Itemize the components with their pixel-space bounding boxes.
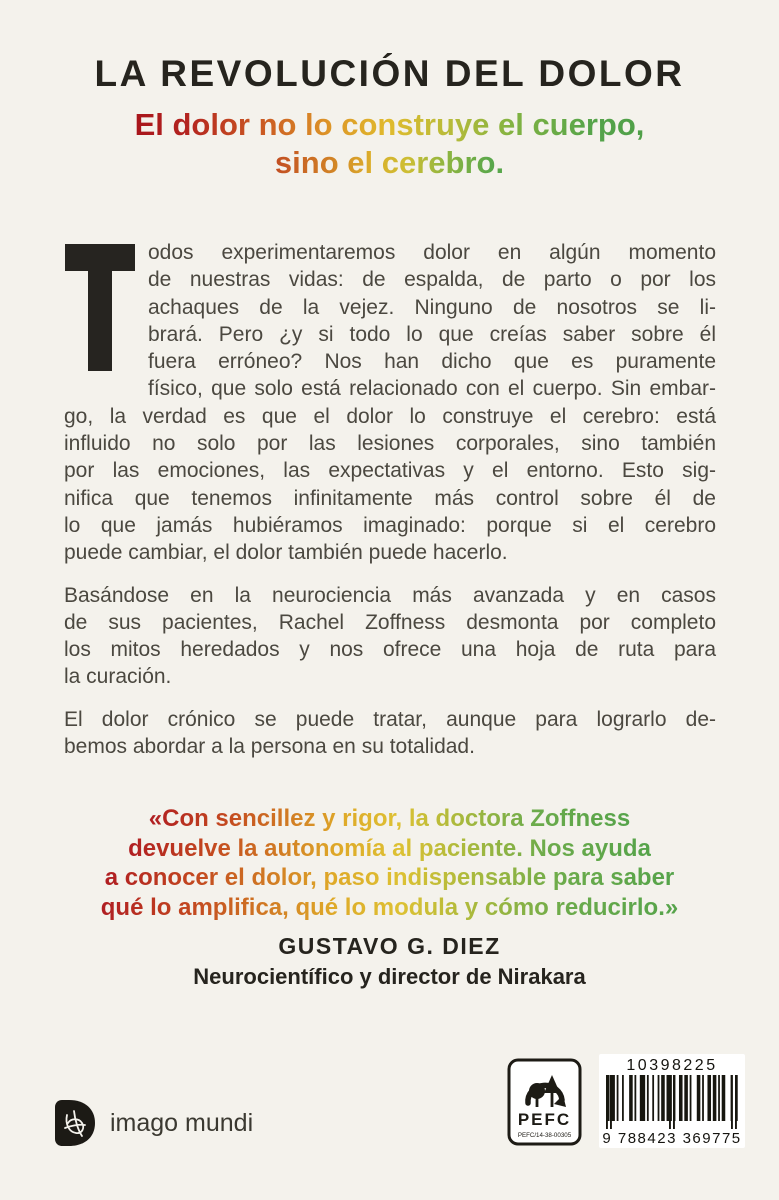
barcode-panel bbox=[599, 1054, 745, 1148]
body-line: físico, que solo está relacionado con el cuerpo. Sin embar- bbox=[148, 377, 716, 401]
body-line: de nuestras vidas: de espalda, de parto o por los bbox=[148, 268, 716, 292]
quote-line: a conocer el dolor, paso indispensable para saber bbox=[104, 864, 675, 892]
attribution-role: Neurocientífico y director de Nirakara bbox=[193, 964, 586, 990]
quote-line: qué lo amplifica, qué lo modula y cómo reducirlo.» bbox=[100, 893, 679, 921]
body-line: los mitos heredados y nos ofrece una hoja de ruta para bbox=[64, 638, 716, 662]
body-line: achaques de la vejez. Ninguno de nosotros se li- bbox=[148, 295, 716, 319]
paragraph bbox=[64, 239, 716, 567]
body-line: por las emociones, las expectativas y el entorno. Esto sig- bbox=[64, 459, 716, 483]
attribution bbox=[0, 933, 779, 990]
quote-line: devuelve la autonomía al paciente. Nos ayuda bbox=[128, 834, 651, 862]
subtitle-line: El dolor no lo construye el cuerpo, bbox=[134, 107, 645, 142]
pefc-code: PEFC/14-38-00305 bbox=[517, 1132, 572, 1139]
subtitle-line: sino el cerebro. bbox=[274, 145, 505, 180]
drop-cap bbox=[65, 244, 135, 378]
paragraph bbox=[64, 706, 716, 761]
book-title: LA REVOLUCIÓN DEL DOLOR bbox=[94, 53, 685, 94]
body-line: fuera erróneo? Nos han dicho que es puramente bbox=[148, 350, 716, 374]
body-line: la curación. bbox=[64, 665, 172, 689]
attribution-name: GUSTAVO G. DIEZ bbox=[278, 933, 501, 960]
body-line: El dolor crónico se puede tratar, aunque para lograrlo de- bbox=[64, 707, 716, 731]
body-line: brará. Pero ¿y si todo lo que creías saber sobre él bbox=[148, 322, 716, 346]
body-text bbox=[64, 239, 716, 760]
imago-mundi-logo-icon bbox=[55, 1100, 95, 1146]
body-line: de sus pacientes, Rachel Zoffness desmonta por completo bbox=[64, 610, 716, 634]
body-line: lo que jamás hubiéramos imaginado: porque si el cerebro bbox=[64, 513, 716, 537]
body-line: Basándose en la neurociencia más avanzada y en casos bbox=[64, 583, 716, 607]
barcode-top-number: 10398225 bbox=[626, 1057, 718, 1074]
body-line: go, la verdad es que el dolor lo construye el cerebro: está bbox=[64, 404, 716, 428]
pefc-logo-icon bbox=[507, 1058, 582, 1146]
barcode-bars bbox=[602, 1075, 742, 1129]
quote bbox=[0, 804, 779, 922]
body-line: nifica que tenemos infinitamente más control sobre él de bbox=[64, 486, 716, 510]
quote-line: «Con sencillez y rigor, la doctora Zoffness bbox=[148, 805, 631, 833]
publisher-logo-block bbox=[55, 1100, 253, 1146]
body-line: puede cambiar, el dolor también puede hacerlo. bbox=[64, 541, 508, 565]
body-line: odos experimentaremos dolor en algún momento bbox=[148, 241, 716, 264]
paragraph bbox=[64, 582, 716, 691]
pefc-badge bbox=[507, 1058, 582, 1151]
pefc-label: PEFC bbox=[517, 1110, 572, 1129]
barcode-isbn: 9 788423 369775 bbox=[602, 1130, 742, 1147]
subtitle bbox=[0, 106, 779, 182]
drop-cap-letter-shape bbox=[65, 244, 135, 371]
publisher-name: imago mundi bbox=[110, 1108, 254, 1137]
footer bbox=[0, 1050, 779, 1200]
body-line: influido no solo por las lesiones corporales, sino también bbox=[64, 432, 716, 456]
body-line: bemos abordar a la persona en su totalidad. bbox=[64, 735, 475, 759]
